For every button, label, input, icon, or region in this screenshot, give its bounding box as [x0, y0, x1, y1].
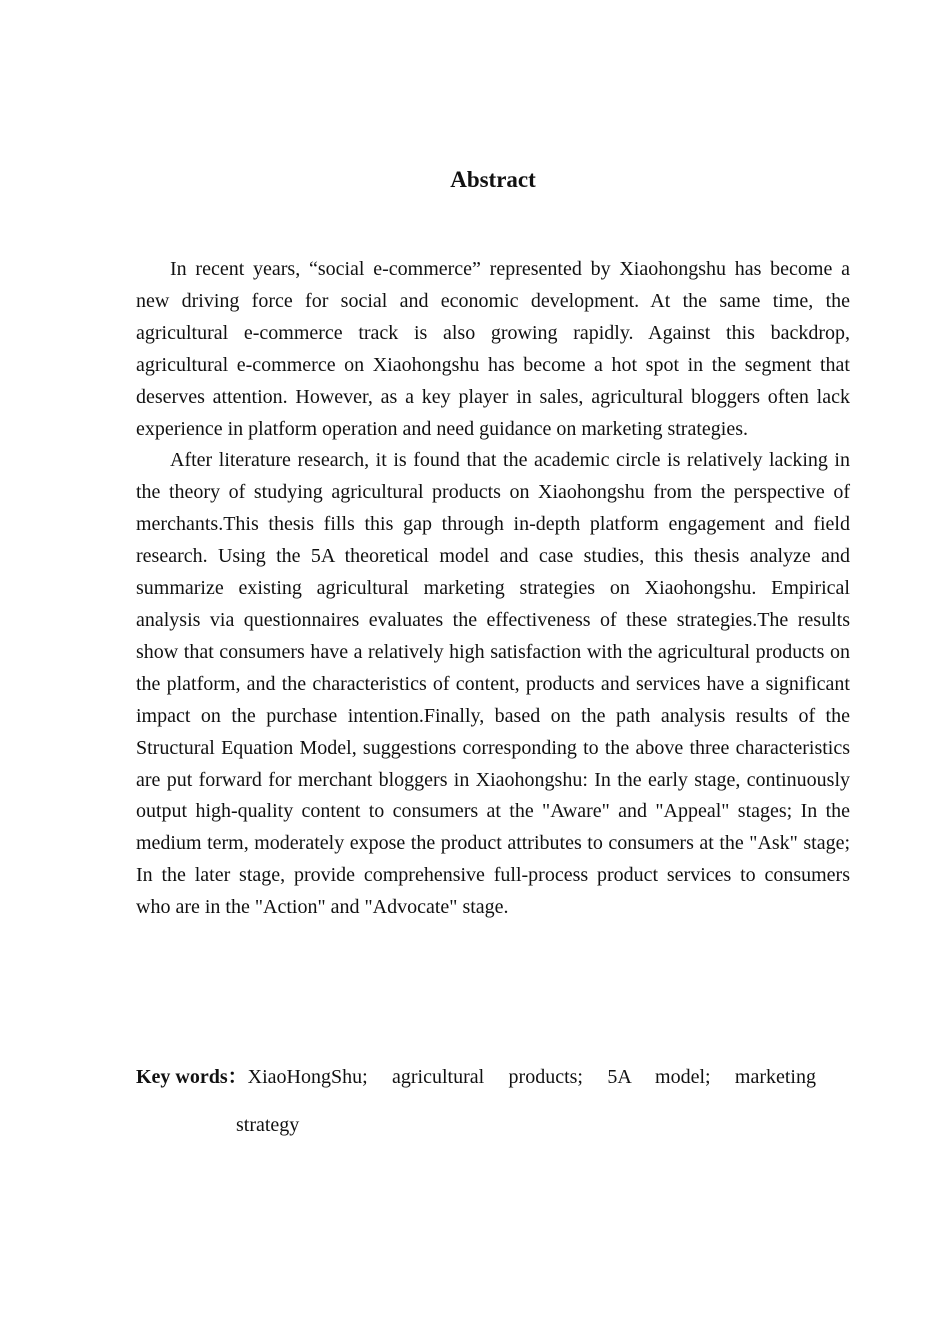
keywords-continuation: strategy	[236, 1114, 300, 1136]
abstract-body	[136, 254, 850, 924]
keywords-section	[136, 1062, 816, 1141]
keywords-label: Key words：	[136, 1066, 248, 1088]
abstract-title: Abstract	[450, 167, 536, 192]
keywords-list: XiaoHongShu; agricultural products; 5A model; marketing	[247, 1066, 816, 1088]
abstract-paragraph-1: In recent years, “social e-commerce” represented by Xiaohongshu has become a new driving force for social and economic development. At the same time, the agricultural e-commerce track is also growing rapidly. Against this backdrop, agricultural e-commerce on Xiaohongshu has become a hot spot in the segment that deserves attention. However, as a key player in sales, agricultural bloggers often lack experience in platform operation and need guidance on marketing strategies.	[136, 258, 850, 440]
abstract-paragraph-2: After literature research, it is found that the academic circle is relatively lacking in the theory of studying agricultural products on Xiaohongshu from the perspective of merchants.This thesis fills this gap through in-depth platform engagement and field research. Using the 5A theoretical model and case studies, this thesis analyze and summarize existing agricultural marketing strategies on Xiaohongshu. Empirical analysis via questionnaires evaluates the effectiveness of these strategies.The results show that consumers have a relatively high satisfaction with the agricultural products on the platform, and the characteristics of content, products and services have a significant impact on the purchase intention.Finally, based on the path analysis results of the Structural Equation Model, suggestions corresponding to the above three characteristics are put forward for merchant bloggers in Xiaohongshu: In the early stage, continuously output high-quality content to consumers at the "Aware" and "Appeal" stages; In the medium term, moderately expose the product attributes to consumers at the "Ask" stage; In the later stage, provide comprehensive full-process product services to consumers who are in the "Action" and "Advocate" stage.	[136, 449, 850, 919]
keywords-first-line	[136, 1062, 816, 1093]
